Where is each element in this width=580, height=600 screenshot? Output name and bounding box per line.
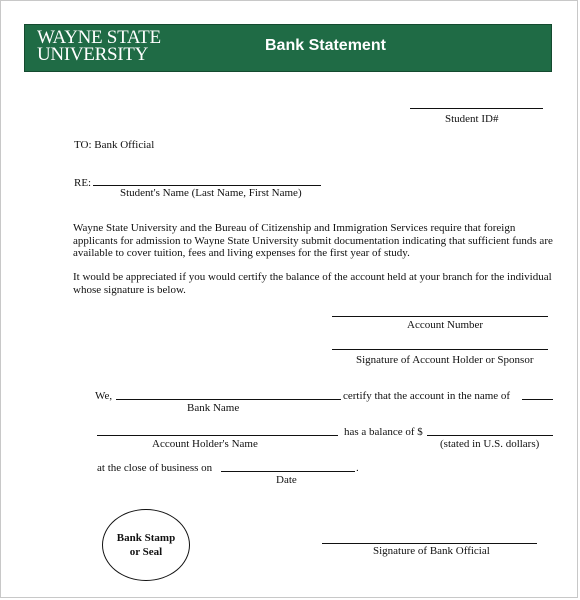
student-name-label: Student's Name (Last Name, First Name) bbox=[120, 187, 302, 199]
certify-text: certify that the account in the name of bbox=[343, 390, 511, 402]
paragraph-1: Wayne State University and the Bureau of Citizenship and Immigration Services require that foreign applicants for admission to Wayne State University submit documentation indicating that sufficient funds are available to cover tuition, fees and living expenses for the first year of study. bbox=[73, 222, 553, 260]
re-label: RE: bbox=[74, 177, 92, 189]
account-number-line[interactable] bbox=[332, 316, 548, 317]
account-holder-label: Account Holder's Name bbox=[152, 438, 258, 450]
date-line[interactable] bbox=[221, 471, 355, 472]
header-banner bbox=[24, 24, 552, 72]
date-label: Date bbox=[276, 474, 297, 486]
university-logo bbox=[37, 29, 161, 63]
account-number-label: Account Number bbox=[407, 319, 484, 331]
bank-signature-line[interactable] bbox=[322, 543, 537, 544]
close-business-text: at the close of business on bbox=[97, 462, 213, 474]
period: . bbox=[356, 462, 359, 474]
bank-name-line[interactable] bbox=[116, 399, 341, 400]
bank-signature-label: Signature of Bank Official bbox=[373, 545, 490, 557]
student-id-label: Student ID# bbox=[445, 113, 499, 125]
account-holder-line[interactable] bbox=[97, 435, 338, 436]
holder-signature-label: Signature of Account Holder or Sponsor bbox=[356, 354, 534, 366]
stamp-line-2: or Seal bbox=[129, 546, 163, 558]
holder-signature-line[interactable] bbox=[332, 349, 548, 350]
stated-text: (stated in U.S. dollars) bbox=[440, 438, 540, 450]
student-id-line[interactable] bbox=[410, 108, 543, 109]
bank-name-label: Bank Name bbox=[187, 402, 240, 414]
logo-line-1: WAYNE STATE bbox=[37, 27, 161, 48]
to-line: TO: Bank Official bbox=[74, 139, 155, 151]
bank-stamp-seal bbox=[102, 509, 190, 581]
page-title: Bank Statement bbox=[265, 37, 386, 54]
stamp-line-1: Bank Stamp bbox=[116, 532, 176, 544]
balance-text: has a balance of $ bbox=[344, 426, 423, 438]
student-name-line[interactable] bbox=[93, 185, 321, 186]
we-label: We, bbox=[95, 390, 113, 402]
holder-name-line-end[interactable] bbox=[522, 399, 553, 400]
balance-amount-line[interactable] bbox=[427, 435, 553, 436]
paragraph-2: It would be appreciated if you would certify the balance of the account held at your branch for the individual whose signature is below. bbox=[73, 271, 552, 296]
logo-line-2: UNIVERSITY bbox=[37, 44, 148, 65]
